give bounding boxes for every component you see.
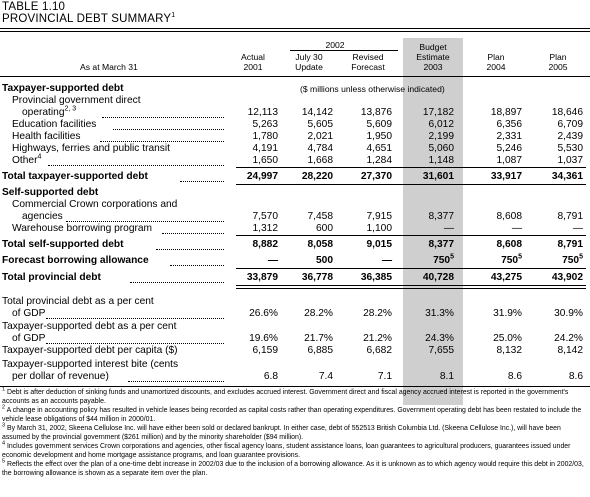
footnote-1: $^1$ Debt is after deduction of sinking funds and unamortized discounts, and excludes accrued interest. Government direct and fiscal agency accrued interest is reported in the government's accounts as an accounts payable. bbox=[2, 386, 569, 405]
table-row: operating$^{2, 3}$ 12,113 14,142 13,876 17,182 18,897 18,646 bbox=[22, 105, 583, 118]
table-row: Taxpayer-supported debt as a per cent bbox=[2, 321, 177, 332]
table-row-total: Total provincial debt 33,879 36,778 36,385 40,728 43,275 43,902 bbox=[2, 272, 583, 283]
table-row-total: Total self-supported debt 8,882 8,058 9,015 8,377 8,608 8,791 bbox=[2, 239, 583, 250]
col-header-update: July 30 Update bbox=[295, 52, 323, 72]
table-row: Commercial Crown corporations and bbox=[12, 199, 178, 210]
table-row: of GDP 26.6% 28.2% 28.2% 31.3% 31.9% 30.9% bbox=[12, 308, 583, 319]
table-row: Taxpayer-supported debt per capita ($) 6,159 6,885 6,682 7,655 8,132 8,142 bbox=[2, 345, 583, 356]
section-self: Self-supported debt bbox=[2, 187, 99, 198]
footnote-5: $^5$ Reflects the effect over the plan of a one-time debt increase in 2002/03 due to the inclusion of a borrowing allowance. As it is unknown as to which agency would require this debt in 2002/03, the borrowing allowance is shown as a separate item over the plan. bbox=[2, 458, 584, 477]
table-row: Highways, ferries and public transit 4,191 4,784 4,651 5,060 5,246 5,530 bbox=[12, 143, 583, 154]
table-row: agencies 7,570 7,458 7,915 8,377 8,608 8,791 bbox=[22, 211, 583, 222]
table-row: Other$^4$ 1,650 1,668 1,284 1,148 1,087 1,037 bbox=[12, 153, 583, 166]
table-row: Total provincial debt as a per cent bbox=[2, 296, 154, 307]
section-taxpayer: Taxpayer-supported debt bbox=[2, 83, 124, 94]
table-row: Education facilities 5,263 5,605 5,609 6,012 6,356 6,709 bbox=[12, 119, 583, 130]
footnote-4: $^4$ Includes government services Crown corporations and agencies, other fiscal agency loans, student assistance loans, loan guarantees to agricultural producers, guarantees issued under economic development and home mortgage assistance programs, and loan guarantee provisions. bbox=[2, 440, 571, 459]
total-rule-double bbox=[236, 288, 586, 289]
total-rule bbox=[236, 285, 586, 286]
footnote-2: $^2$ A change in accounting policy has resulted in vehicle leases being recorded as capital costs rather than operating expenditures. Government operating debt has been restated to include the vehicle lease obligations of $44 million in 2000/01. bbox=[2, 404, 582, 423]
col-header-budget: Budget Estimate 2003 bbox=[416, 42, 450, 72]
top-rule bbox=[0, 28, 590, 29]
table-title: PROVINCIAL DEBT SUMMARY$^1$ bbox=[2, 12, 176, 25]
units-note: ($ millions unless otherwise indicated) bbox=[300, 84, 445, 94]
table-row: Health facilities 1,780 2,021 1,950 2,199 2,331 2,439 bbox=[12, 131, 583, 142]
total-rule bbox=[236, 184, 586, 185]
table-row: Taxpayer-supported interest bite (cents bbox=[2, 359, 179, 370]
table-row: Warehouse borrowing program 1,312 600 1,100 — — — bbox=[12, 223, 583, 234]
row-label-header: As at March 31 bbox=[80, 62, 138, 72]
table-bottom-rule bbox=[0, 386, 590, 387]
header-rule bbox=[0, 76, 590, 77]
top-rule-2 bbox=[0, 31, 590, 32]
table-row: Forecast borrowing allowance — 500 — $750^5$ $750^5$ $750^5$ bbox=[2, 253, 583, 266]
group-header-line bbox=[290, 50, 398, 51]
table-row: per dollar of revenue) 6.8 7.4 7.1 8.1 8.6 8.6 bbox=[12, 371, 583, 382]
footnote-3: $^3$ By March 31, 2002, Skeena Cellulose Inc. will have either been sold or declared bankrupt. In either case, debt of 552513 British Columbia Ltd. (Skeena Cellulose Inc.), will have been assumed by the provincial government ($261 million) and by the minority shareholder ($94 million). bbox=[2, 422, 561, 441]
group-header-2002: 2002 bbox=[325, 40, 345, 50]
subtotal-rule bbox=[236, 167, 586, 168]
subtotal-rule bbox=[236, 235, 586, 236]
col-header-forecast: Revised Forecast bbox=[351, 52, 385, 72]
subtotal-rule bbox=[236, 268, 586, 269]
table-row-total: Total taxpayer-supported debt 24,997 28,220 27,370 31,601 33,917 34,361 bbox=[2, 171, 583, 182]
col-header-plan-2004: Plan 2004 bbox=[486, 52, 506, 72]
col-header-plan-2005: Plan 2005 bbox=[548, 52, 568, 72]
col-header-actual: Actual 2001 bbox=[241, 52, 265, 72]
table-row: of GDP 19.6% 21.7% 21.2% 24.3% 25.0% 24.2% bbox=[12, 333, 583, 344]
table-row: Provincial government direct bbox=[12, 95, 141, 106]
table-number: TABLE 1.10 bbox=[2, 1, 66, 13]
